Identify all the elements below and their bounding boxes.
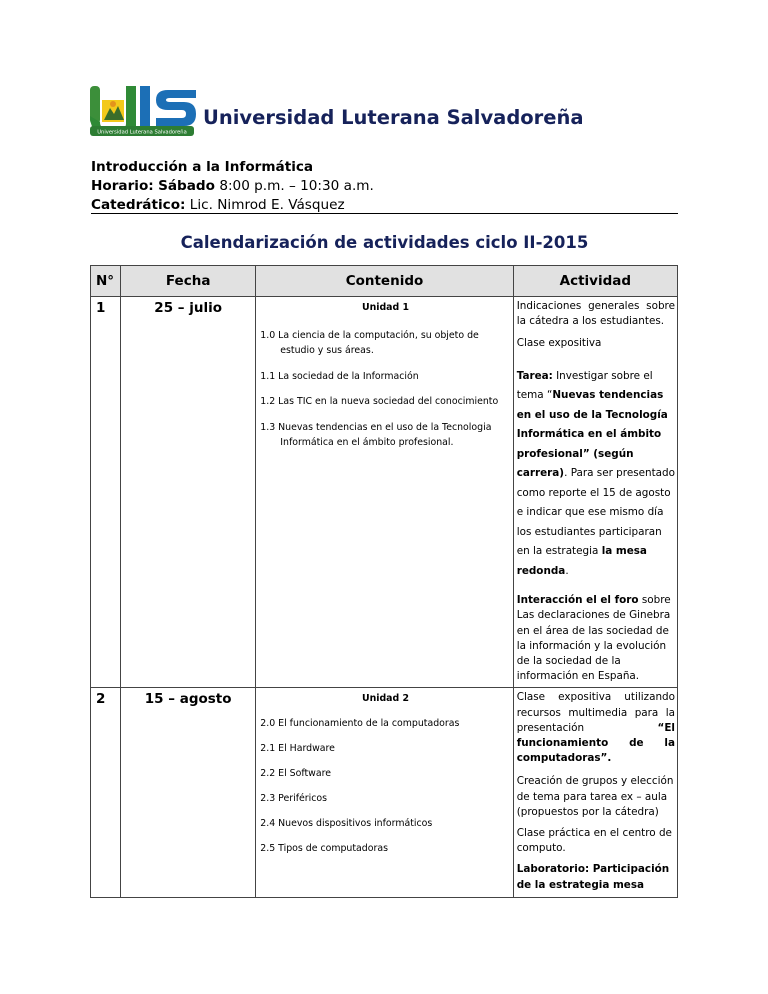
table-row	[91, 688, 678, 898]
university-logo	[90, 86, 196, 136]
schedule-line: Horario: Sábado 8:00 p.m. – 10:30 a.m.	[91, 178, 374, 194]
row-content	[256, 688, 513, 898]
activity-practice: Clase práctica en el centro de computo.	[516, 826, 672, 855]
table-row	[91, 297, 678, 688]
activity-forum: Interacción el el foro sobre Las declaraciones de Ginebra en el área de las sociedad de la información y la evolución de la sociedad de la información en España.	[516, 594, 671, 683]
row-date: 15 – agosto	[121, 688, 256, 898]
content-item: 2.4 Nuevos dispositivos informáticos	[260, 818, 433, 830]
activity-task: Tarea: Investigar sobre el tema “Nuevas tendencias en el uso de la Tecnología Informática en el ámbito profesional” (según carrera). Para ser presentado como reporte el 15 de agosto e indicar que ese mismo día los estudiantes participaran en la estrategia la mesa redonda.	[516, 369, 675, 577]
activity-lab: Laboratorio: Participación de la estrategia mesa	[516, 863, 670, 891]
content-item: 2.1 El Hardware	[260, 743, 335, 755]
unit-title: Unidad 2	[361, 693, 409, 705]
header-divider	[91, 213, 678, 214]
logo-banner-text: Universidad Luterana Salvadoreña	[97, 129, 187, 136]
content-item: 2.0 El funcionamiento de la computadoras	[260, 718, 460, 730]
content-item: 1.1 La sociedad de la Información	[260, 371, 419, 382]
logo-letter-s	[156, 90, 196, 126]
calendar-title: Calendarización de actividades ciclo II-2015	[180, 233, 589, 252]
header-date: Fecha	[121, 266, 256, 297]
content-item: 1.0 La ciencia de la computación, su objeto de estudio y sus áreas.	[260, 330, 479, 356]
activity-intro: Indicaciones generales sobre la cátedra a los estudiantes.	[516, 300, 675, 328]
content-item: 2.5 Tipos de computadoras	[260, 843, 388, 855]
university-name: Universidad Luterana Salvadoreña	[203, 106, 584, 129]
header-activity: Actividad	[513, 266, 677, 297]
logo-letter-l	[140, 86, 150, 128]
row-number: 2	[91, 688, 121, 898]
course-info	[91, 158, 374, 215]
content-item: 1.2 Las TIC en la nueva sociedad del conocimiento	[260, 396, 499, 407]
content-item: 2.2 El Software	[260, 768, 331, 780]
activity-class: Clase expositiva	[516, 337, 602, 350]
activity-class: Clase expositiva utilizando recursos multimedia para la presentación “El funcionamiento de la computadoras”.	[516, 691, 675, 765]
unit-title: Unidad 1	[361, 302, 409, 313]
row-date: 25 – julio	[121, 297, 256, 688]
course-title: Introducción a la Informática	[91, 159, 314, 175]
row-activity	[513, 688, 677, 898]
content-item: 2.3 Periféricos	[260, 793, 328, 805]
header-content: Contenido	[256, 266, 513, 297]
table-header-row	[91, 266, 678, 297]
teacher-line: Catedrático: Lic. Nimrod E. Vásquez	[91, 197, 345, 213]
activities-table	[90, 265, 678, 898]
row-number: 1	[91, 297, 121, 688]
content-item: 1.3 Nuevas tendencias en el uso de la Tecnologia Informática en el ámbito profesional.	[260, 422, 492, 448]
activity-groups: Creación de grupos y elección de tema para tarea ex – aula (propuestos por la cátedra)	[516, 775, 674, 818]
logo-sun-icon	[110, 101, 116, 107]
row-activity	[513, 297, 677, 688]
row-content	[256, 297, 513, 688]
header-number: N°	[91, 266, 121, 297]
